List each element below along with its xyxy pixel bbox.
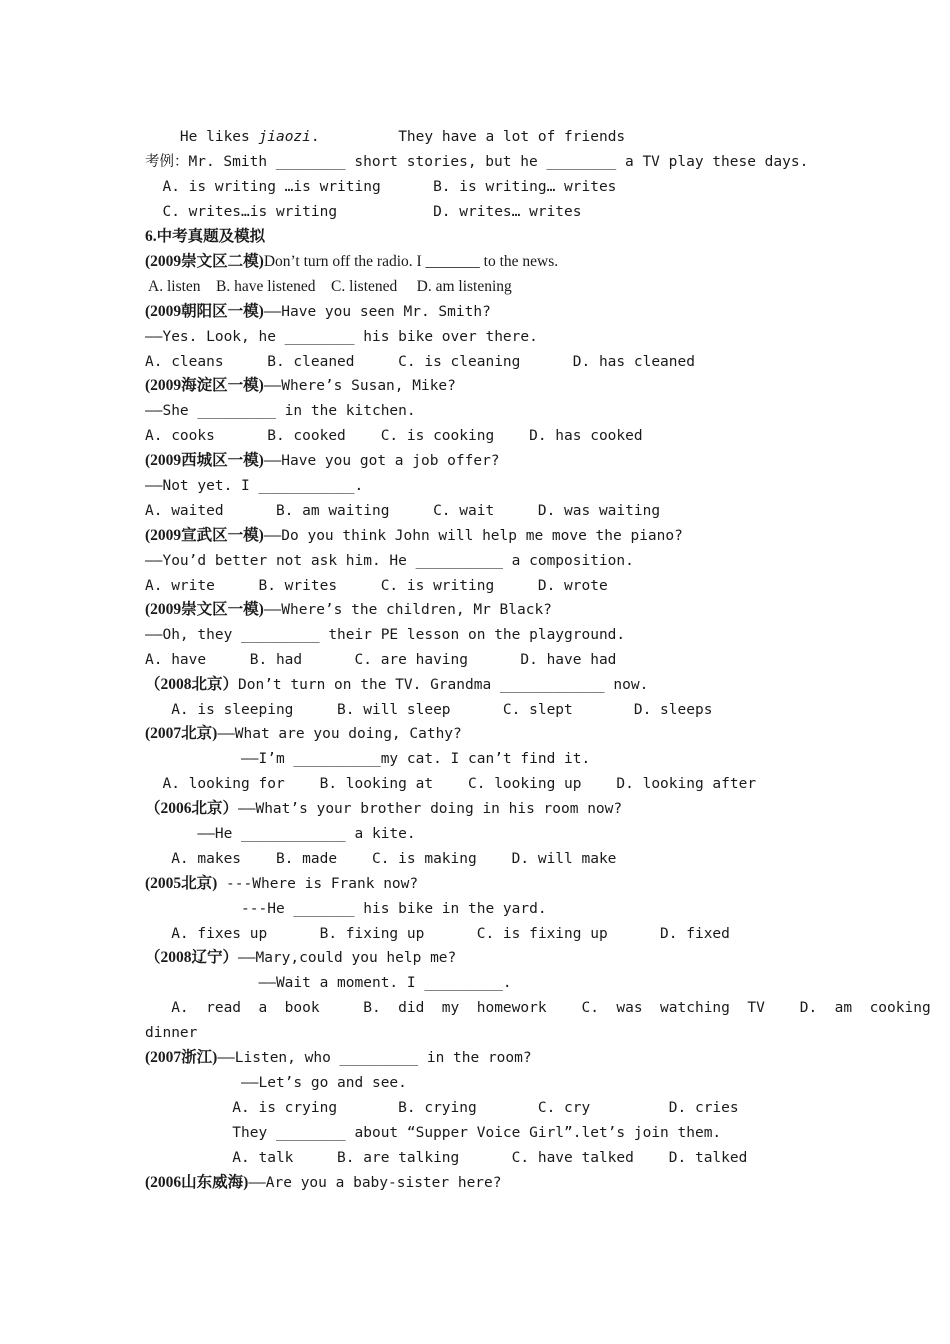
question-source: (2009朝阳区一模) — [145, 303, 264, 320]
question-source: （2008辽宁） — [145, 949, 239, 966]
question-line: （2006北京）——What’s your brother doing in his room now? — [145, 800, 623, 817]
text-line: ——Not yet. I ___________. — [145, 478, 364, 494]
text-line: ——He ____________ a kite. — [145, 826, 416, 842]
example-question: 考例：Mr. Smith ________ short stories, but he ________ a TV play these days. — [145, 154, 809, 170]
question-line: (2007北京)——What are you doing, Cathy? — [145, 725, 462, 742]
answer-options: A. is writing …is writing B. is writing… writes — [145, 179, 617, 195]
question-source: (2009西城区一模) — [145, 452, 264, 469]
answer-options: A. makes B. made C. is making D. will make — [145, 851, 617, 867]
question-source: (2007浙江) — [145, 1049, 218, 1066]
answer-options: A. looking for B. looking at C. looking up D. looking after — [145, 776, 757, 792]
answer-options: A. is sleeping B. will sleep C. slept D. sleeps — [145, 702, 713, 718]
question-line: (2009宣武区一模)——Do you think John will help me move the piano? — [145, 527, 683, 544]
question-line: (2009崇文区二模)Don’t turn off the radio. I _______ to the news. — [145, 253, 559, 270]
answer-options: A. waited B. am waiting C. wait D. was waiting — [145, 503, 661, 519]
section-heading: 6.中考真题及模拟 — [145, 228, 266, 245]
question-source: (2007北京) — [145, 725, 218, 742]
question-source: （2008北京） — [145, 676, 239, 693]
italic-word: jiaozi — [258, 129, 311, 145]
question-line: (2007浙江)——Listen, who _________ in the room? — [145, 1049, 532, 1066]
question-line: （2008北京）Don’t turn on the TV. Grandma ____________ now. — [145, 676, 649, 693]
question-line: (2009朝阳区一模)——Have you seen Mr. Smith? — [145, 303, 491, 320]
answer-options: A. read a book B. did my homework C. was watching TV D. am cooking — [145, 1000, 931, 1016]
answer-options: A. talk B. are talking C. have talked D. talked — [145, 1150, 748, 1166]
answer-options: A. cleans B. cleaned C. is cleaning D. has cleaned — [145, 354, 695, 370]
text-line: He likes jiaozi. They have a lot of friends — [145, 129, 626, 145]
answer-options: A. listen B. have listened C. listened D. am listening — [145, 278, 512, 295]
text-line: ——Let’s go and see. — [145, 1075, 407, 1091]
question-line: (2005北京) ---Where is Frank now? — [145, 875, 419, 892]
question-line: (2009西城区一模)——Have you got a job offer? — [145, 452, 500, 469]
answer-options: A. fixes up B. fixing up C. is fixing up D. fixed — [145, 926, 730, 942]
question-line: (2009崇文区一模)——Where’s the children, Mr Black? — [145, 601, 552, 618]
question-source: (2009宣武区一模) — [145, 527, 264, 544]
text-line: They ________ about “Supper Voice Girl”.let’s join them. — [145, 1125, 722, 1141]
question-source: (2009崇文区二模) — [145, 253, 264, 270]
text-line: ——Yes. Look, he ________ his bike over there. — [145, 329, 538, 345]
text-line: ——I’m __________my cat. I can’t find it. — [145, 751, 591, 767]
question-source: （2006北京） — [145, 800, 239, 817]
text-line: ——Wait a moment. I _________. — [145, 975, 512, 991]
question-source: (2009海淀区一模) — [145, 377, 264, 394]
question-line: (2006山东威海)——Are you a baby-sister here? — [145, 1174, 502, 1191]
text-line: dinner — [145, 1025, 198, 1041]
question-source: (2006山东威海) — [145, 1174, 249, 1191]
text-line: ---He _______ his bike in the yard. — [145, 901, 547, 917]
answer-options: A. is crying B. crying C. cry D. cries — [145, 1100, 739, 1116]
text-line: ——Oh, they _________ their PE lesson on the playground. — [145, 627, 626, 643]
question-source: (2005北京) — [145, 875, 218, 892]
text-line: ——She _________ in the kitchen. — [145, 403, 416, 419]
answer-options: A. have B. had C. are having D. have had — [145, 652, 617, 668]
question-line: （2008辽宁）——Mary,could you help me? — [145, 949, 457, 966]
answer-options: A. cooks B. cooked C. is cooking D. has cooked — [145, 428, 643, 444]
answer-options: A. write B. writes C. is writing D. wrote — [145, 578, 608, 594]
answer-options: C. writes…is writing D. writes… writes — [145, 204, 582, 220]
question-line: (2009海淀区一模)——Where’s Susan, Mike? — [145, 377, 456, 394]
text-line: ——You’d better not ask him. He __________ a composition. — [145, 553, 634, 569]
question-source: (2009崇文区一模) — [145, 601, 264, 618]
